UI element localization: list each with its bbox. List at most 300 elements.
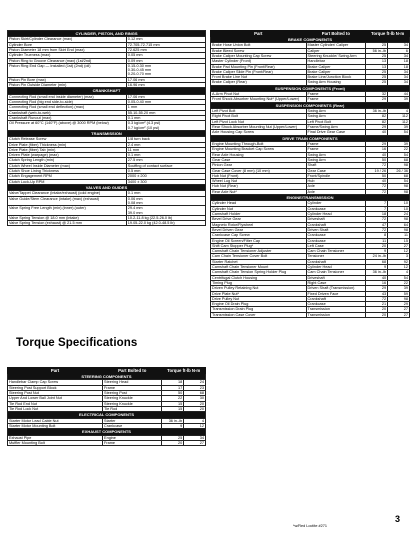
part-name: Handlebar Clamp Cap Screw bbox=[8, 380, 103, 385]
ft-lb: 29 bbox=[366, 286, 388, 291]
spec-value: 0.12 mm bbox=[126, 37, 205, 42]
ft-lb: 25 bbox=[366, 54, 388, 59]
n-m: 23 bbox=[184, 385, 206, 390]
spec-name: Connecting Rod (small end inside diameter) (max) bbox=[8, 94, 127, 99]
ft-lb: 72 bbox=[366, 227, 388, 232]
ft-lb: 20 bbox=[162, 440, 184, 445]
spec-name: Piston Ring End Gap — Installed (1st) (2nd) (oil) bbox=[8, 63, 127, 77]
bolted-to: Crankcase bbox=[306, 206, 366, 211]
bolted-to: Steering Head bbox=[103, 380, 162, 385]
bolted-to: Shaft bbox=[306, 163, 366, 168]
n-m: 27 bbox=[388, 307, 410, 312]
spec-name: Connecting Rod (small end deflection) (max) bbox=[8, 105, 127, 110]
part-name: Exhaust Pipe bbox=[8, 435, 103, 440]
table-row bbox=[211, 270, 410, 275]
n-m: 3 bbox=[388, 254, 410, 259]
ft-lb: 19 / 26 bbox=[366, 168, 388, 173]
bolted-to: Brake Caliper bbox=[306, 64, 366, 69]
spec-value: 72.625 mm bbox=[126, 48, 205, 53]
bolted-to: Tie Rod bbox=[103, 406, 162, 411]
spec-value: 0.3 kg/cm² (4.3 psi) 0.7 kg/cm² (10 psi) bbox=[126, 121, 205, 131]
n-m: 10 bbox=[388, 206, 410, 211]
n-m: 12 bbox=[388, 265, 410, 270]
spec-name: Crankshaft (web-to-web) bbox=[8, 110, 127, 115]
bolted-to: Frame bbox=[103, 385, 162, 390]
bolted-to: Frame/Swing Arm bbox=[306, 125, 366, 130]
bolted-to: Final Drive Gear Case bbox=[306, 130, 366, 135]
n-m: 24 bbox=[388, 212, 410, 217]
page-number: 3 bbox=[395, 514, 401, 524]
n-m: 27 bbox=[184, 440, 206, 445]
header-bolted: Part Bolted to bbox=[103, 368, 162, 374]
n-m: 98 bbox=[388, 296, 410, 301]
bolted-to: Transmission bbox=[306, 312, 366, 317]
bolted-to: Engine bbox=[103, 435, 162, 440]
spec-value: 0.05 mm bbox=[126, 53, 205, 58]
part-name: Engine Oil Drain Plug bbox=[211, 302, 307, 307]
torque-table-left bbox=[7, 367, 206, 446]
spec-value: 0.05-0.40 mm bbox=[126, 100, 205, 105]
bolted-to: Front/Spindle bbox=[306, 173, 366, 178]
spec-value: 16.96 mm bbox=[126, 83, 205, 88]
n-m: 39 bbox=[388, 286, 410, 291]
spec-value: 3400 ± 300 bbox=[126, 179, 205, 184]
bolted-to: Fixed Driven Face bbox=[306, 291, 366, 296]
n-m: 18 bbox=[388, 59, 410, 64]
n-m: 98 bbox=[388, 217, 410, 222]
part-name: Timing Plug bbox=[211, 280, 307, 285]
n-m: 54 bbox=[388, 179, 410, 184]
part-name: Bevel Driven Gear bbox=[211, 227, 307, 232]
n-m: 11 bbox=[388, 233, 410, 238]
ft-lb: 68 bbox=[366, 259, 388, 264]
ft-lb: 32 bbox=[366, 92, 388, 97]
n-m: 34 bbox=[388, 69, 410, 74]
ft-lb: 72 bbox=[366, 184, 388, 189]
bolted-to: Axle bbox=[306, 189, 366, 194]
section-title: EXHAUST COMPONENTS bbox=[8, 429, 206, 435]
n-m: 27 bbox=[388, 312, 410, 317]
bolted-to: Tensioner bbox=[306, 254, 366, 259]
section-title: TRANSMISSION bbox=[8, 130, 206, 136]
bolted-to: Axle bbox=[306, 184, 366, 189]
bolted-to: Transmission bbox=[306, 307, 366, 312]
part-name: Brake Pad Mounting Pin (Front/Rear) bbox=[211, 64, 307, 69]
spec-value: 0.1 mm bbox=[126, 191, 205, 196]
part-name: Rear Axle Housing bbox=[211, 152, 307, 157]
part-name: Transmission Drain Plug bbox=[211, 307, 307, 312]
spec-name: Clutch Release Screw bbox=[8, 137, 127, 142]
ft-lb: 18 bbox=[162, 380, 184, 385]
ft-lb: 9 bbox=[366, 249, 388, 254]
spec-name: Clutch Wheel Inside Diameter (max) bbox=[8, 163, 127, 168]
part-name: Cam Chain Tensioner Cover Bolt bbox=[211, 254, 307, 259]
ft-lb: 11 bbox=[366, 238, 388, 243]
header-part: Part bbox=[211, 31, 307, 37]
part-name: Left Pivot Bolt bbox=[211, 109, 307, 114]
bolted-to: Cylinder Head bbox=[306, 212, 366, 217]
part-name: Drive Plate Nut* bbox=[211, 291, 307, 296]
part-name: Driven Pulley Retaining Nut bbox=[211, 286, 307, 291]
n-m: 44 bbox=[388, 92, 410, 97]
header-part: Part bbox=[8, 368, 103, 374]
n-m: 112 bbox=[388, 119, 410, 124]
section-title: SUSPENSION COMPONENTS (Rear) bbox=[211, 102, 410, 108]
bolted-to: Master Cylinder/ Caliper bbox=[306, 43, 366, 48]
ft-lb: 50 bbox=[366, 157, 388, 162]
torque-table-right bbox=[210, 30, 410, 318]
ft-lb: 16 bbox=[366, 147, 388, 152]
n-m: 12 bbox=[184, 423, 206, 428]
n-m: 22 bbox=[388, 147, 410, 152]
ft-lb: 25 bbox=[366, 75, 388, 80]
part-name: Camshaft Chain Tensioner Mount bbox=[211, 265, 307, 270]
part-name: A-Arm Pivot Nut bbox=[211, 92, 307, 97]
ft-lb: 9 bbox=[162, 423, 184, 428]
part-name: Magneto Rotor/Flywheel bbox=[211, 222, 307, 227]
part-name: Camshaft Holder bbox=[211, 212, 307, 217]
table-row bbox=[211, 312, 410, 317]
ft-lb: 7 bbox=[366, 206, 388, 211]
ft-lb: 25 bbox=[366, 43, 388, 48]
spec-name: Oil Pressure at 60°C (140°F) (above) @ 3000 RPM (below) bbox=[8, 121, 127, 131]
n-m: 39 bbox=[388, 125, 410, 130]
ft-lb: 36 in.-lb bbox=[162, 418, 184, 423]
bolted-to: Crankcase bbox=[306, 233, 366, 238]
bolted-to: Right Case bbox=[306, 280, 366, 285]
n-m: 59 bbox=[388, 291, 410, 296]
ft-lb: 20 bbox=[366, 243, 388, 248]
bolted-to: Cam Chain Tensioner bbox=[306, 249, 366, 254]
bolted-to: Crankshaft bbox=[306, 259, 366, 264]
spec-value: 0.09 mm bbox=[126, 58, 205, 63]
ft-lb: 36 in.-lb bbox=[366, 109, 388, 114]
n-m: 20 bbox=[184, 401, 206, 406]
spec-name: Valve Spring Tension @ 18.0 mm (intake) bbox=[8, 215, 127, 220]
table-row bbox=[211, 168, 410, 173]
part-name: Camshaft Chain Tensioner Adjuster bbox=[211, 249, 307, 254]
n-m: 54 bbox=[388, 130, 410, 135]
part-name: Engine Mounting Bracket Cap Screw bbox=[211, 147, 307, 152]
spec-value: 29.4 mm 39.0 mm bbox=[126, 206, 205, 216]
table-row bbox=[8, 221, 206, 226]
ft-lb: 43 bbox=[366, 291, 388, 296]
section-title: CYLINDER, PISTON, AND RINGS bbox=[8, 31, 206, 37]
page-title: Torque Specifications bbox=[16, 337, 138, 349]
bolted-to: Swing Arm bbox=[306, 157, 366, 162]
ft-lb: 47 bbox=[366, 222, 388, 227]
spec-value: 2.4 mm bbox=[126, 142, 205, 147]
ft-lb: 36 in.-lb bbox=[366, 270, 388, 275]
part-name: Centrifugal Clutch Housing bbox=[211, 275, 307, 280]
ft-lb: 9 bbox=[366, 265, 388, 270]
bolted-to: Hub bbox=[306, 179, 366, 184]
spec-name: Valve Spring Tension (exhaust) @ 21.5 mm bbox=[8, 221, 127, 226]
n-m: 64 bbox=[388, 222, 410, 227]
bolted-to: Driveshaft bbox=[306, 217, 366, 222]
ft-lb: 50 bbox=[366, 173, 388, 178]
part-name: Tie Rod Lock Nut bbox=[8, 406, 103, 411]
spec-name: Valve Guide/Stem Clearance (intake) (max) (exhaust) bbox=[8, 196, 127, 206]
spec-name: Piston Ring to Groove Clearance (max) (1st/2nd) bbox=[8, 58, 127, 63]
spec-name: Valve Spring Free Length (min) (inner) (outer) bbox=[8, 206, 127, 216]
part-name: Starter Motor Lead Cable Nut bbox=[8, 418, 103, 423]
ft-lb: 25 bbox=[366, 80, 388, 85]
part-name: Camshaft Chain Tension Spring Holder Plug bbox=[211, 270, 307, 275]
spec-name: Crankshaft Runout (max) bbox=[8, 115, 127, 120]
part-name: Engine Mounting Through-Bolt bbox=[211, 142, 307, 147]
spec-value: Scuffing of contact surface bbox=[126, 163, 205, 168]
n-m: 27 bbox=[388, 243, 410, 248]
spec-name: Piston Pin Outside Diameter (min) bbox=[8, 83, 127, 88]
bolted-to: Crankcase bbox=[103, 423, 162, 428]
spec-name: Clutch Lock-Up RPM bbox=[8, 179, 127, 184]
spec-value: 1/8 turn back bbox=[126, 137, 205, 142]
bolted-to: Frame bbox=[306, 92, 366, 97]
part-name: Gear Case Cover (8 mm) (10 mm) bbox=[211, 168, 307, 173]
ft-lb: 29 bbox=[366, 142, 388, 147]
ft-lb: 15 bbox=[162, 406, 184, 411]
spec-value: 17.06 mm bbox=[126, 77, 205, 82]
table-row bbox=[211, 254, 410, 259]
bolted-to: Swing Arm bbox=[306, 109, 366, 114]
spec-value: 0.1 mm bbox=[126, 115, 205, 120]
ft-lb: 7 bbox=[366, 201, 388, 206]
table-row bbox=[8, 196, 206, 206]
ft-lb: 72 bbox=[366, 217, 388, 222]
spec-name: Cylinder Bore bbox=[8, 42, 127, 47]
part-name: Cylinder Nut bbox=[211, 206, 307, 211]
bolted-to: Steering Knuckle/ Swing Arm bbox=[306, 54, 366, 59]
ft-lb: 25 bbox=[162, 435, 184, 440]
bolted-to: Crankshaft bbox=[306, 222, 366, 227]
spec-name: Drive Plate (fiber) Thickness (min) bbox=[8, 142, 127, 147]
n-m: 24 bbox=[184, 380, 206, 385]
part-name: Transmission Case Cover bbox=[211, 312, 307, 317]
ft-lb: 29 bbox=[366, 97, 388, 102]
part-name: Left Pivot Lock Nut bbox=[211, 119, 307, 124]
ft-lb: 82 bbox=[366, 114, 388, 119]
spec-value: 27.5 mm bbox=[126, 158, 205, 163]
part-name: Starter Motor Mounting Bolt bbox=[8, 423, 103, 428]
part-name: Right Pivot Bolt bbox=[211, 114, 307, 119]
bolted-to: Frame bbox=[306, 147, 366, 152]
part-name: Brake Caliper Slide Pin (Front/Rear) bbox=[211, 69, 307, 74]
table-row bbox=[211, 48, 410, 53]
section-title: CRANKSHAFT bbox=[8, 88, 206, 94]
part-name: Upper And Lower Ball Joint Nut bbox=[8, 396, 103, 401]
part-name: Engine Oil Screen/Filter Cap bbox=[211, 238, 307, 243]
spec-value: 19.05-22.0 kg (42.0-48.5 lb) bbox=[126, 221, 205, 226]
ft-lb: 25 bbox=[366, 69, 388, 74]
ft-lb: 13 bbox=[366, 64, 388, 69]
part-name: Brake Caliper (Rear) bbox=[211, 80, 307, 85]
n-m: 6 bbox=[388, 48, 410, 53]
torque-table-left-body bbox=[7, 367, 206, 446]
section-title: SUSPENSION COMPONENTS (Front) bbox=[211, 85, 410, 91]
part-name: Pinion Gear bbox=[211, 163, 307, 168]
spec-value: 1 mm bbox=[126, 105, 205, 110]
spec-value: 72.705-72.715 mm bbox=[126, 42, 205, 47]
table-row bbox=[8, 121, 206, 131]
part-name: Brake Bleed Screw bbox=[211, 48, 307, 53]
spec-table bbox=[7, 30, 206, 226]
spec-value: 0.5 mm bbox=[126, 169, 205, 174]
n-m: 68 bbox=[388, 173, 410, 178]
ft-lb: 40 bbox=[366, 275, 388, 280]
part-name: Axle Housing Cap Screw bbox=[211, 130, 307, 135]
footnote: *w/Red Loctite #271 bbox=[293, 524, 327, 528]
n-m: 22 bbox=[388, 280, 410, 285]
bolted-to: Swing Arm bbox=[306, 114, 366, 119]
bolted-to: Steering Knuckle bbox=[103, 401, 162, 406]
part-name: Master Cylinder (Front) bbox=[211, 59, 307, 64]
part-name: Brake Caliper Mounting Cap Screw bbox=[211, 54, 307, 59]
part-name: Starter Ratchet bbox=[211, 259, 307, 264]
bolted-to: Cylinder Head bbox=[306, 265, 366, 270]
spec-value: 0.15-0.30 mm 0.30-0.45 mm 0.20-0.70 mm bbox=[126, 63, 205, 77]
ft-lb: 16 bbox=[366, 280, 388, 285]
bolted-to: Driveshaft bbox=[306, 275, 366, 280]
spec-value: 2000 ± 200 bbox=[126, 174, 205, 179]
n-m: 54 bbox=[388, 275, 410, 280]
bolted-to: Crankcase bbox=[306, 302, 366, 307]
bolted-to: Crankcase bbox=[306, 238, 366, 243]
bolted-to: Swing Arm bbox=[306, 152, 366, 157]
n-m: 20 bbox=[184, 406, 206, 411]
ft-lb: 72 bbox=[366, 189, 388, 194]
bolted-to: Cylinder bbox=[306, 201, 366, 206]
header-torque: Torque ft-lb N-m bbox=[162, 368, 206, 374]
ft-lb: 22 bbox=[162, 396, 184, 401]
bolted-to: Caliper bbox=[306, 48, 366, 53]
n-m: 68 bbox=[184, 391, 206, 396]
spec-value: 17.06 mm bbox=[126, 94, 205, 99]
n-m: 4 bbox=[388, 109, 410, 114]
ft-lb: 72 bbox=[366, 163, 388, 168]
ft-lb: 17 bbox=[162, 385, 184, 390]
part-name: Brake Hose Union Bolt bbox=[211, 43, 307, 48]
section-title: VALVES AND GUIDES bbox=[8, 184, 206, 190]
n-m: 98 bbox=[388, 184, 410, 189]
ft-lb: 20 bbox=[366, 307, 388, 312]
n-m: 34 bbox=[388, 43, 410, 48]
section-title: BRAKE COMPONENTS bbox=[211, 37, 410, 43]
spec-name: Cylinder Trueness (max) bbox=[8, 53, 127, 58]
bolted-to: Frame bbox=[306, 142, 366, 147]
spec-name: Piston Diameter 18 mm from Skirt End (max) bbox=[8, 48, 127, 53]
n-m: 34 bbox=[388, 75, 410, 80]
n-m: 54 bbox=[388, 152, 410, 157]
n-m: 34 bbox=[184, 435, 206, 440]
ft-lb: 21 bbox=[366, 302, 388, 307]
spec-name: Clutch Spring Length (min) bbox=[8, 158, 127, 163]
table-row bbox=[8, 440, 206, 445]
spec-table-body bbox=[7, 30, 206, 226]
ft-lb: 40 bbox=[366, 152, 388, 157]
part-name: Front Shock Absorber Mounting Nut* (Upper/Lower) bbox=[211, 97, 307, 102]
spec-value: 11 mm bbox=[126, 147, 205, 152]
table-row bbox=[8, 418, 206, 423]
spec-value: 0.06 mm 0.08 mm bbox=[126, 196, 205, 206]
part-name: Rear Axle Nut* bbox=[211, 189, 307, 194]
part-name: Steering Post Nut bbox=[8, 391, 103, 396]
bolted-to: Frame bbox=[103, 440, 162, 445]
section-title: DRIVE TRAIN COMPONENTS bbox=[211, 135, 410, 141]
part-name: Drive Pulley Nut bbox=[211, 296, 307, 301]
bolted-to: Driven Shaft bbox=[306, 227, 366, 232]
part-name: Hub Nut (Rear) bbox=[211, 184, 307, 189]
part-name: Wheel Lug Nut bbox=[211, 179, 307, 184]
spec-name: Valve/Tappet Clearance (intake/exhaust) (cold engine) bbox=[8, 191, 127, 196]
n-m: 10 bbox=[388, 201, 410, 206]
ft-lb: 72 bbox=[366, 296, 388, 301]
bolted-to: Starter bbox=[103, 418, 162, 423]
ft-lb: 56 in.-lb bbox=[366, 48, 388, 53]
part-name: Cylinder Head bbox=[211, 201, 307, 206]
n-m: 30 bbox=[184, 396, 206, 401]
n-m: 29 bbox=[388, 302, 410, 307]
bolted-to: Swing Arm Housing bbox=[306, 80, 366, 85]
ft-lb: 18 bbox=[366, 212, 388, 217]
section-title: ENGINE/TRANSMISSION bbox=[211, 195, 410, 201]
part-name: Gear Case bbox=[211, 157, 307, 162]
bolted-to: Crankshaft bbox=[306, 296, 366, 301]
part-name: Muffler Mounting Bolt bbox=[8, 440, 103, 445]
n-m: 12 bbox=[388, 249, 410, 254]
spec-name: Piston Pin Bore (max) bbox=[8, 77, 127, 82]
part-name: Bevel Drive Gear bbox=[211, 217, 307, 222]
bolted-to: Steering Post bbox=[103, 391, 162, 396]
part-name: Tie Rod End Nut bbox=[8, 401, 103, 406]
bolted-to: Left Case bbox=[306, 243, 366, 248]
spec-name: Clutch Engagement RPM bbox=[8, 174, 127, 179]
ft-lb: 29 bbox=[366, 125, 388, 130]
ft-lb: 24 in.-lb bbox=[366, 254, 388, 259]
ft-lb: 40 bbox=[366, 179, 388, 184]
n-m: 98 bbox=[388, 189, 410, 194]
part-name: Hub Nut (Front) bbox=[211, 173, 307, 178]
n-m: 92 bbox=[388, 259, 410, 264]
ft-lb: 82 bbox=[366, 119, 388, 124]
bolted-to: Frame bbox=[306, 97, 366, 102]
spec-name: Piston Skirt/Cylinder Clearance (max) bbox=[8, 37, 127, 42]
spec-value: 10.2-11.8 kg (22.5-26.0 lb) bbox=[126, 215, 205, 220]
bolted-to: Steering Knuckle bbox=[103, 396, 162, 401]
n-m: 68 bbox=[388, 157, 410, 162]
table-row bbox=[8, 206, 206, 216]
ft-lb: 13 bbox=[366, 59, 388, 64]
n-m: 98 bbox=[388, 163, 410, 168]
part-name: Steering Post Support Block bbox=[8, 385, 103, 390]
spec-value: 55.10-55.20 mm bbox=[126, 110, 205, 115]
n-m: 26 / 36 bbox=[388, 168, 410, 173]
torque-table-right-body bbox=[210, 30, 410, 318]
ft-lb: 40 bbox=[366, 130, 388, 135]
bolted-to: Gear Case bbox=[306, 168, 366, 173]
n-m: 4 bbox=[388, 270, 410, 275]
header-bolted: Part Bolted to bbox=[306, 31, 366, 37]
section-title: ELECTRICAL COMPONENTS bbox=[8, 412, 206, 418]
part-name: Shift Cam Stopper Plug* bbox=[211, 243, 307, 248]
n-m: 98 bbox=[388, 227, 410, 232]
section-title: STEERING COMPONENTS bbox=[8, 374, 206, 380]
part-name: Rear Shock Absorber Mounting Nut (Upper/Lower) bbox=[211, 125, 307, 130]
n-m: 34 bbox=[388, 80, 410, 85]
table-row bbox=[8, 63, 206, 77]
bolted-to: Handlebar bbox=[306, 59, 366, 64]
spec-name: Drive Plate (fiber) Tab (min) bbox=[8, 147, 127, 152]
